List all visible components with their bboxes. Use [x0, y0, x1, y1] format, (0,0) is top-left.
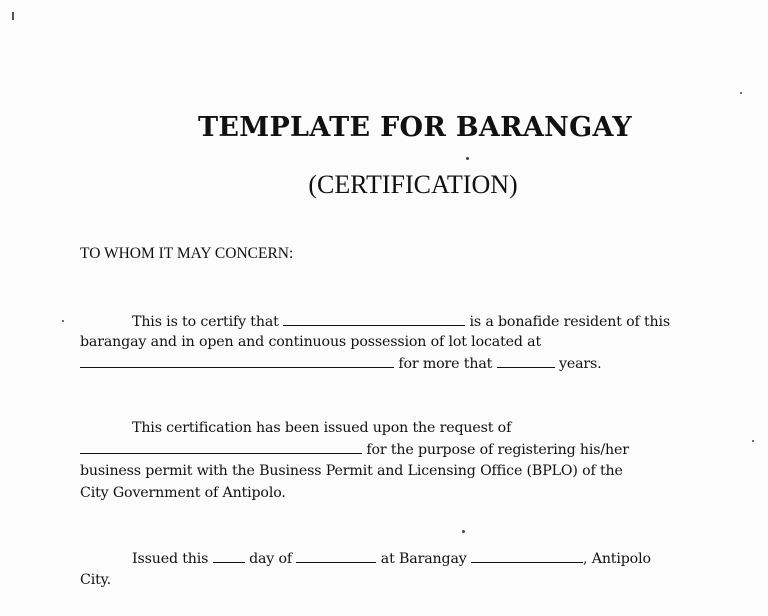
paragraph2-text: City Government of Antipolo. [80, 485, 286, 501]
paragraph1-line2 [80, 334, 541, 350]
paragraph1-line1 [132, 313, 670, 330]
paragraph3-text: at Barangay [380, 551, 467, 567]
scan-speck [462, 530, 465, 533]
month-blank[interactable] [296, 550, 376, 563]
paragraph1-text: barangay and in open and continuous possession of lot located at [80, 334, 542, 350]
scan-speck [752, 440, 754, 442]
paragraph2-line2 [80, 441, 629, 458]
paragraph2-line4 [80, 485, 286, 501]
scan-mark [12, 12, 14, 20]
scan-speck [740, 92, 742, 94]
paragraph3-text: City. [80, 572, 111, 588]
paragraph3-line2 [80, 572, 111, 588]
paragraph1-text: This is to certify that [132, 314, 279, 330]
paragraph2-text: for the purpose of registering his/her [366, 442, 629, 458]
paragraph3-text: day of [249, 551, 293, 567]
requester-blank[interactable] [80, 441, 362, 454]
scan-speck [62, 320, 64, 322]
name-blank[interactable] [283, 313, 465, 326]
paragraph1-text: years. [558, 356, 602, 372]
paragraph3-text: Issued this [132, 551, 209, 567]
paragraph1-text: is a bonafide resident of this [469, 314, 671, 330]
paragraph3-text: , Antipolo [583, 551, 651, 567]
barangay-blank[interactable] [471, 550, 583, 563]
years-blank[interactable] [497, 355, 555, 368]
paragraph1-line3 [80, 355, 602, 372]
document-title: TEMPLATE FOR BARANGAY [198, 112, 632, 143]
paragraph1-text: for more that [398, 356, 493, 372]
location-blank[interactable] [80, 355, 394, 368]
paragraph2-text: business permit with the Business Permit and Licensing Office (BPLO) of the [80, 463, 623, 479]
paragraph3-line1 [132, 550, 651, 567]
paragraph2-line1 [132, 420, 511, 436]
paragraph2-text: This certification has been issued upon the request of [132, 420, 512, 436]
day-blank[interactable] [213, 550, 245, 563]
scan-speck [466, 157, 469, 160]
salutation: TO WHOM IT MAY CONCERN: [80, 245, 294, 262]
paragraph2-line3 [80, 463, 623, 479]
document-subtitle: (CERTIFICATION) [308, 170, 518, 199]
